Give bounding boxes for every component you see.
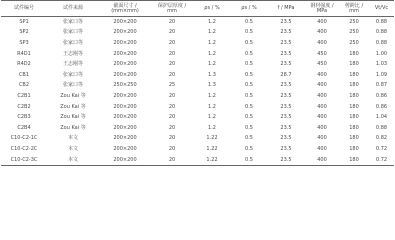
header-cell: 试件来源: [62, 5, 83, 11]
table-cell: 400: [317, 82, 327, 89]
table-cell: 23.5: [280, 82, 292, 89]
table-cell: 1.2: [208, 103, 216, 110]
table-cell: 20: [168, 135, 176, 142]
table-cell: 23.5: [280, 156, 292, 163]
header-cell: ρs / %: [241, 5, 257, 11]
header-cell: ρs / %: [204, 5, 220, 11]
header-cell: 试件编号: [13, 5, 34, 11]
table-cell: 23.5: [280, 29, 292, 36]
table-cell: 1.2: [208, 92, 216, 99]
header-cell: Vt/Vc: [374, 5, 389, 11]
table-cell: 1.22: [206, 145, 218, 152]
table-cell: C2B4: [17, 124, 31, 131]
table-cell: 20: [168, 61, 176, 68]
specimen-comparison-table: [1, 0, 394, 166]
table-cell: 0.5: [245, 156, 253, 163]
table-cell: 0.5: [245, 135, 253, 142]
table-cell: 1.22: [206, 135, 218, 142]
table-row: [1, 123, 394, 134]
table-cell: 200×200: [113, 135, 137, 142]
table-cell: 200×200: [113, 92, 137, 99]
table-row: [1, 28, 394, 39]
header-row: [1, 1, 394, 17]
table-cell: 180: [349, 92, 359, 99]
table-row: [1, 38, 394, 49]
table-cell: 张家口等: [62, 18, 83, 25]
table-cell: 1.2: [208, 39, 216, 46]
table-cell: 0.5: [245, 61, 253, 68]
table-cell: 23.5: [280, 50, 292, 57]
table-cell: 400: [317, 92, 327, 99]
table-cell: 20: [168, 29, 176, 36]
table-cell: 450: [317, 50, 327, 57]
table-cell: 180: [349, 156, 359, 163]
table-cell: 25: [168, 82, 176, 89]
header-cell: f / MPa: [277, 5, 295, 11]
table-cell: C10-C2-3C: [10, 156, 38, 163]
table-cell: 400: [317, 156, 327, 163]
table-cell: 1.22: [206, 156, 218, 163]
table-body: [1, 17, 394, 166]
table-cell: SP3: [19, 39, 29, 46]
table-cell: 1.03: [375, 61, 388, 68]
table-cell: 1.2: [208, 18, 216, 25]
table-cell: 20: [168, 71, 176, 78]
table-row: [1, 91, 394, 102]
table-cell: R4D1: [17, 50, 31, 57]
table-cell: 0.86: [375, 103, 388, 110]
table-cell: 0.5: [245, 145, 253, 152]
table-cell: 0.5: [245, 114, 253, 121]
table-cell: 400: [317, 29, 327, 36]
table-cell: 20: [168, 114, 176, 121]
table-cell: C2B1: [17, 92, 31, 99]
table-cell: 180: [349, 71, 359, 78]
table-cell: 200×200: [113, 103, 137, 110]
table-cell: 200×200: [113, 61, 137, 68]
table-row: [1, 81, 394, 92]
table-cell: 0.5: [245, 92, 253, 99]
table-cell: 400: [317, 39, 327, 46]
table-cell: 200×200: [113, 124, 137, 131]
table-row: [1, 144, 394, 155]
table-header: [1, 1, 394, 17]
table-cell: 400: [317, 135, 327, 142]
table-cell: 0.86: [375, 92, 388, 99]
table-cell: 23.5: [280, 61, 292, 68]
table-row: [1, 70, 394, 81]
table-row: [1, 112, 394, 123]
table-cell: 20: [168, 145, 176, 152]
table-cell: 23.5: [280, 135, 292, 142]
table-cell: 23.5: [280, 39, 292, 46]
table-cell: Zou Kai 等: [60, 114, 86, 121]
table-cell: 23.5: [280, 92, 292, 99]
table-row: [1, 102, 394, 113]
table-cell: 张家口等: [62, 82, 83, 89]
table-row: [1, 155, 394, 166]
header-cell: 保护层厚度 / mm: [157, 2, 187, 14]
table-cell: 250×250: [113, 82, 137, 89]
table-cell: 0.5: [245, 50, 253, 57]
table-cell: 0.88: [375, 124, 388, 131]
table-cell: 250: [349, 29, 359, 36]
table-cell: R4D2: [17, 61, 31, 68]
table-cell: 1.2: [208, 50, 216, 57]
table-row: [1, 59, 394, 70]
table-cell: 23.5: [280, 103, 292, 110]
table-cell: 1.3: [208, 71, 216, 78]
table-cell: 180: [349, 103, 359, 110]
table-cell: 200×200: [113, 50, 137, 57]
table-cell: 1.2: [208, 29, 216, 36]
table-cell: 张家口等: [62, 39, 83, 46]
table-cell: 200×200: [113, 39, 137, 46]
header-cell: 钢材强度 / MPa: [310, 2, 334, 14]
table-cell: 200×200: [113, 145, 137, 152]
table-cell: 180: [349, 114, 359, 121]
table-cell: 1.3: [208, 82, 216, 89]
table-cell: 本文: [67, 156, 78, 163]
table-cell: 450: [317, 61, 327, 68]
table-cell: Zou Kai 等: [60, 124, 86, 131]
table-cell: 180: [349, 50, 359, 57]
table-cell: 0.72: [375, 156, 388, 163]
table-cell: 200×200: [113, 156, 137, 163]
table-cell: 23.5: [280, 145, 292, 152]
table-cell: C2B2: [17, 103, 31, 110]
table-cell: 200×200: [113, 71, 137, 78]
table-cell: 20: [168, 156, 176, 163]
table-cell: 0.5: [245, 39, 253, 46]
table-cell: 23.5: [280, 114, 292, 121]
header-cell: 截面尺寸 / (mm×mm): [111, 2, 139, 14]
table-cell: 23.5: [280, 124, 292, 131]
table-cell: 0.72: [375, 145, 388, 152]
table-cell: 本文: [67, 135, 78, 142]
table-cell: 0.5: [245, 71, 253, 78]
table-cell: 张家口等: [62, 71, 83, 78]
table-cell: 200×200: [113, 18, 137, 25]
table-cell: C2B3: [17, 114, 31, 121]
table-cell: 180: [349, 82, 359, 89]
table-cell: 28.7: [280, 71, 292, 78]
table-cell: 0.88: [375, 29, 388, 36]
table-cell: 0.5: [245, 18, 253, 25]
table-cell: 250: [349, 18, 359, 25]
table-cell: 20: [168, 50, 176, 57]
table-cell: 250: [349, 39, 359, 46]
table-cell: 0.5: [245, 124, 253, 131]
table-cell: 400: [317, 145, 327, 152]
table-cell: 王志刚等: [62, 50, 83, 57]
table-cell: 0.88: [375, 39, 388, 46]
table-cell: 400: [317, 124, 327, 131]
table-row: [1, 134, 394, 145]
table-cell: 20: [168, 103, 176, 110]
table-cell: C10-C2-1C: [10, 135, 38, 142]
table-cell: 180: [349, 124, 359, 131]
table-row: [1, 49, 394, 60]
table-cell: 0.5: [245, 103, 253, 110]
table-cell: Zou Kai 等: [60, 103, 86, 110]
table-cell: 180: [349, 61, 359, 68]
table-cell: 200×200: [113, 114, 137, 121]
table-cell: 0.5: [245, 82, 253, 89]
table-cell: 400: [317, 18, 327, 25]
table-cell: 1.2: [208, 114, 216, 121]
table-cell: 400: [317, 71, 327, 78]
table-cell: 1.2: [208, 61, 216, 68]
table-cell: C10-C2-2C: [10, 145, 38, 152]
table-cell: CB1: [18, 71, 30, 78]
table-cell: 0.88: [375, 18, 388, 25]
table-cell: 1.00: [375, 50, 388, 57]
table-cell: 0.5: [245, 29, 253, 36]
table-cell: 1.2: [208, 124, 216, 131]
table-cell: 0.82: [375, 135, 388, 142]
table-cell: 张家口等: [62, 29, 83, 36]
header-cell: 剪跨比 / mm: [344, 2, 364, 14]
table-cell: 王志刚等: [62, 61, 83, 68]
table-cell: 200×200: [113, 29, 137, 36]
table-cell: 1.04: [375, 114, 388, 121]
table-row: [1, 17, 394, 28]
table-cell: 23.5: [280, 18, 292, 25]
table-cell: 20: [168, 124, 176, 131]
table-cell: 20: [168, 92, 176, 99]
table-cell: SP1: [19, 18, 29, 25]
table-cell: 本文: [67, 145, 78, 152]
table-cell: 0.87: [375, 82, 388, 89]
table-cell: CB2: [18, 82, 30, 89]
table-cell: 180: [349, 135, 359, 142]
table-cell: 20: [168, 39, 176, 46]
table-cell: 400: [317, 103, 327, 110]
table-cell: 20: [168, 18, 176, 25]
table-cell: SP2: [19, 29, 29, 36]
table-cell: 1.09: [375, 71, 388, 78]
table-cell: 400: [317, 114, 327, 121]
table-cell: 180: [349, 145, 359, 152]
table-cell: Zou Kai 等: [60, 92, 86, 99]
